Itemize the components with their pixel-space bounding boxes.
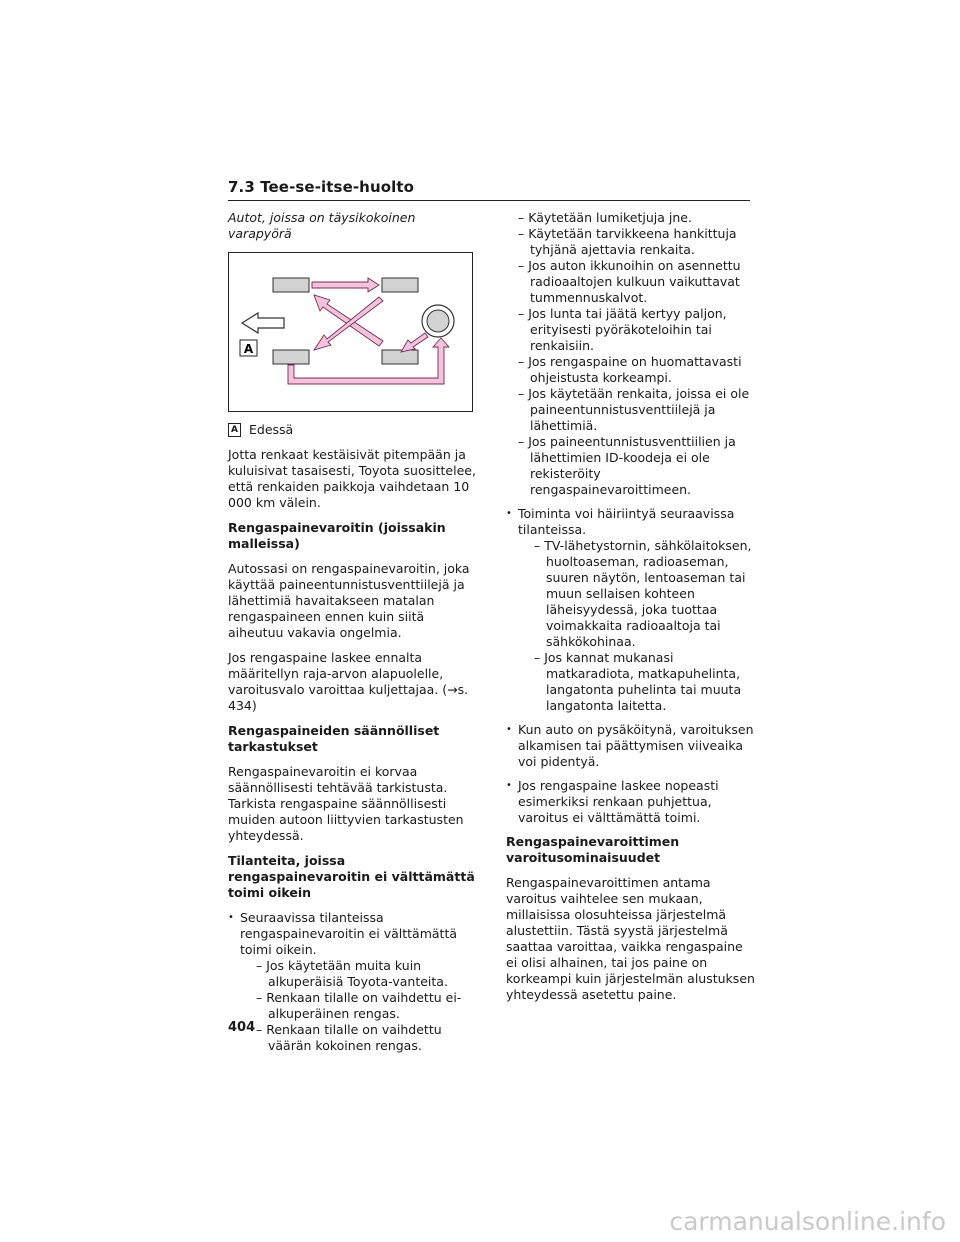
sub-item: – Käytetään lumiketjuja jne. bbox=[518, 210, 692, 225]
heading-malfunction-situations: Tilanteita, joissa rengaspainevaroitin ei välttämättä toimi oikein bbox=[228, 853, 475, 900]
bullet-text: • Seuraavissa tilanteissa rengaspainevaroitin ei välttämättä toimi oikein. bbox=[240, 910, 458, 957]
bullet-text: • Kun auto on pysäköitynä, varoituksen alkamisen tai päättymisen viiveaika voi pidentyä. bbox=[518, 722, 754, 769]
paragraph-regular-checks: Rengaspainevaroitin ei korvaa säännöllisesti tehtävää tarkistusta. Tarkista rengaspaine säännöllisesti muiden autoon liittyvien tarkastusten yhteydessä. bbox=[228, 764, 464, 843]
paragraph-warning-features: Rengaspainevaroittimen antama varoitus vaihtelee sen mukaan, millaisissa olosuhteissa järjestelmä alustettiin. Tästä syystä järjestelmä saattaa varoittaa, vaikka rengaspaine ei olisi alhainen, tai jos paine on korkeampi kuin järjestelmän alustuksen yhteydessä asetettu paine. bbox=[506, 875, 755, 1002]
page-number: 404 bbox=[228, 1020, 256, 1035]
sub-item: – Jos käytetään renkaita, joissa ei ole paineentunnistusventtiilejä ja lähettimiä. bbox=[518, 386, 750, 433]
sub-list bbox=[518, 538, 756, 714]
bullet-text: • Toiminta voi häiriintyä seuraavissa tilanteissa. bbox=[518, 506, 735, 537]
front-right-tire bbox=[382, 278, 418, 292]
sub-item: – Jos rengaspaine on huomattavasti ohjeistusta korkeampi. bbox=[518, 354, 742, 385]
sub-item: – Käytetään tarvikkeena hankittuja tyhjänä ajettavia renkaita. bbox=[518, 226, 737, 257]
paragraph-tpms-intro: Autossasi on rengaspainevaroitin, joka käyttää paineentunnistusventtiilejä ja lähettimiä havaitakseen matalan rengaspaineen ennen kuin siitä aiheutuu vakavia ongelmia. bbox=[228, 561, 470, 640]
bullet-text: • Jos rengaspaine laskee nopeasti esimerkiksi renkaan puhjettua, varoitus ei välttämättä toimi. bbox=[518, 778, 719, 825]
sub-list bbox=[240, 958, 478, 1054]
heading-regular-checks: Rengaspaineiden säännölliset tarkastukset bbox=[228, 723, 440, 754]
tire-rotation-diagram bbox=[228, 252, 473, 412]
heading-warning-features: Rengaspainevaroittimen varoitusominaisuudet bbox=[506, 834, 680, 865]
sub-item: – Jos käytetään muita kuin alkuperäisiä Toyota-vanteita. bbox=[256, 958, 448, 989]
paragraph-tpms-warning: Jos rengaspaine laskee ennalta määritellyn raja-arvon alapuolelle, varoitusvalo varoittaa kuljettajaa. (→s. 434) bbox=[228, 650, 469, 713]
right-column bbox=[506, 210, 756, 1012]
sub-list-continued bbox=[502, 210, 756, 498]
section-title: 7.3 Tee-se-itse-huolto bbox=[228, 178, 750, 201]
sub-item: – Jos paineentunnistusventtiilien ja lähettimien ID-koodeja ei ole rekisteröity rengaspainevaroittimeen. bbox=[518, 434, 736, 497]
bullet-item bbox=[506, 778, 756, 826]
sub-item: – Jos kannat mukanasi matkaradiota, matkapuhelinta, langatonta puhelinta tai muuta langatonta laitetta. bbox=[534, 650, 742, 713]
bullet-item bbox=[506, 722, 756, 770]
paragraph-rotation: Jotta renkaat kestäisivät pitempään ja kuluisivat tasaisesti, Toyota suosittelee, että renkaiden paikkoja vaihdetaan 10 000 km välein. bbox=[228, 447, 476, 510]
left-column bbox=[228, 210, 478, 1062]
sub-item: – Renkaan tilalle on vaihdettu ei-alkuperäinen rengas. bbox=[256, 990, 462, 1021]
sub-item: – Jos lunta tai jäätä kertyy paljon, erityisesti pyöräkoteloihin tai renkaisiin. bbox=[518, 306, 727, 353]
sub-item: – Jos auton ikkunoihin on asennettu radioaaltojen kulkuun vaikuttavat tummennuskalvot. bbox=[518, 258, 741, 305]
rear-right-tire bbox=[382, 350, 418, 364]
bullet-item bbox=[506, 506, 756, 714]
front-left-tire bbox=[273, 278, 309, 292]
bullet-item bbox=[228, 910, 478, 1054]
sub-item: – Renkaan tilalle on vaihdettu väärän kokoinen rengas. bbox=[256, 1022, 442, 1053]
sub-item: – TV-lähetystornin, sähkölaitoksen, huoltoaseman, radioaseman, suuren näytön, lentoaseman tai muun sellaisen kohteen läheisyydessä, joka tuottaa voimakkaita radioaaltoja tai sähkökohinaa. bbox=[534, 538, 752, 649]
front-label: A bbox=[243, 342, 254, 356]
diagram-legend bbox=[228, 422, 478, 438]
diagram-caption: Autot, joissa on täysikokoinen varapyörä bbox=[228, 210, 416, 241]
heading-tpms: Rengaspainevaroitin (joissakin malleissa) bbox=[228, 520, 446, 551]
legend-mark: A bbox=[228, 423, 241, 437]
watermark: carmanualsonline.info bbox=[669, 1207, 946, 1236]
rear-left-tire bbox=[273, 350, 309, 364]
legend-text: Edessä bbox=[249, 422, 294, 437]
